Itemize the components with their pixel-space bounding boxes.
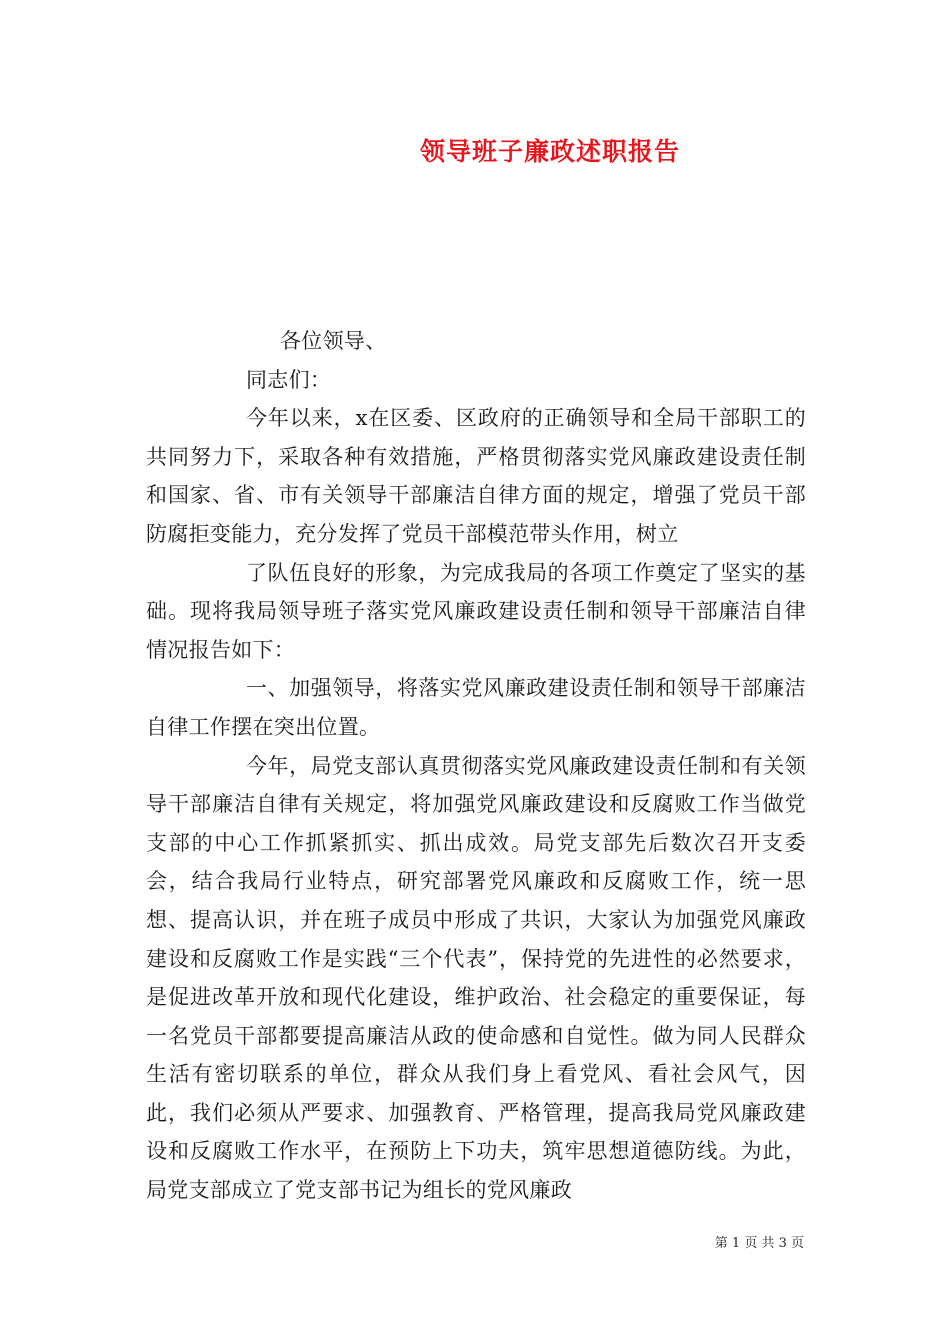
document-title: 领导班子廉政述职报告 <box>419 137 680 166</box>
salutation-leaders: 各位领导、 <box>280 329 387 353</box>
section-heading-1: 一、加强领导，将落实党风廉政建设责任制和领导干部廉洁自律工作摆在突出位置。 <box>146 676 806 739</box>
paragraph-intro-continued: 了队伍良好的形象，为完成我局的各项工作奠定了坚实的基础。现将我局领导班子落实党风廉政建设责任制和领导干部廉洁自律情况报告如下： <box>146 560 806 662</box>
salutation-comrades: 同志们： <box>246 367 332 392</box>
page-number-footer: 第 1 页 共 3 页 <box>714 1236 804 1251</box>
paragraph-intro: 今年以来，x在区委、区政府的正确领导和全局干部职工的共同努力下，采取各种有效措施，严格贯彻落实党风廉政建设责任制和国家、省、市有关领导干部廉洁自律方面的规定，增强了党员干部防腐拒变能力，充分发挥了党员干部模范带头作用，树立 <box>146 406 806 546</box>
document-body <box>146 322 806 1210</box>
paragraph-section-1: 今年，局党支部认真贯彻落实党风廉政建设责任制和有关领导干部廉洁自律有关规定，将加强党风廉政建设和反腐败工作当做党支部的中心工作抓紧抓实、抓出成效。局党支部先后数次召开支委会，结合我局行业特点，研究部署党风廉政和反腐败工作，统一思想、提高认识，并在班子成员中形成了共识，大家认为加强党风廉政建设和反腐败工作是实践“三个代表”，保持党的先进性的必然要求，是促进改革开放和现代化建设，维护政治、社会稳定的重要保证，每一名党员干部都要提高廉洁从政的使命感和自觉性。做为同人民群众生活有密切联系的单位，群众从我们身上看党风、看社会风气，因此，我们必须从严要求、加强教育、严格管理，提高我局党风廉政建设和反腐败工作水平，在预防上下功夫，筑牢思想道德防线。为此，局党支部成立了党支部书记为组长的党风廉政 <box>146 753 806 1203</box>
